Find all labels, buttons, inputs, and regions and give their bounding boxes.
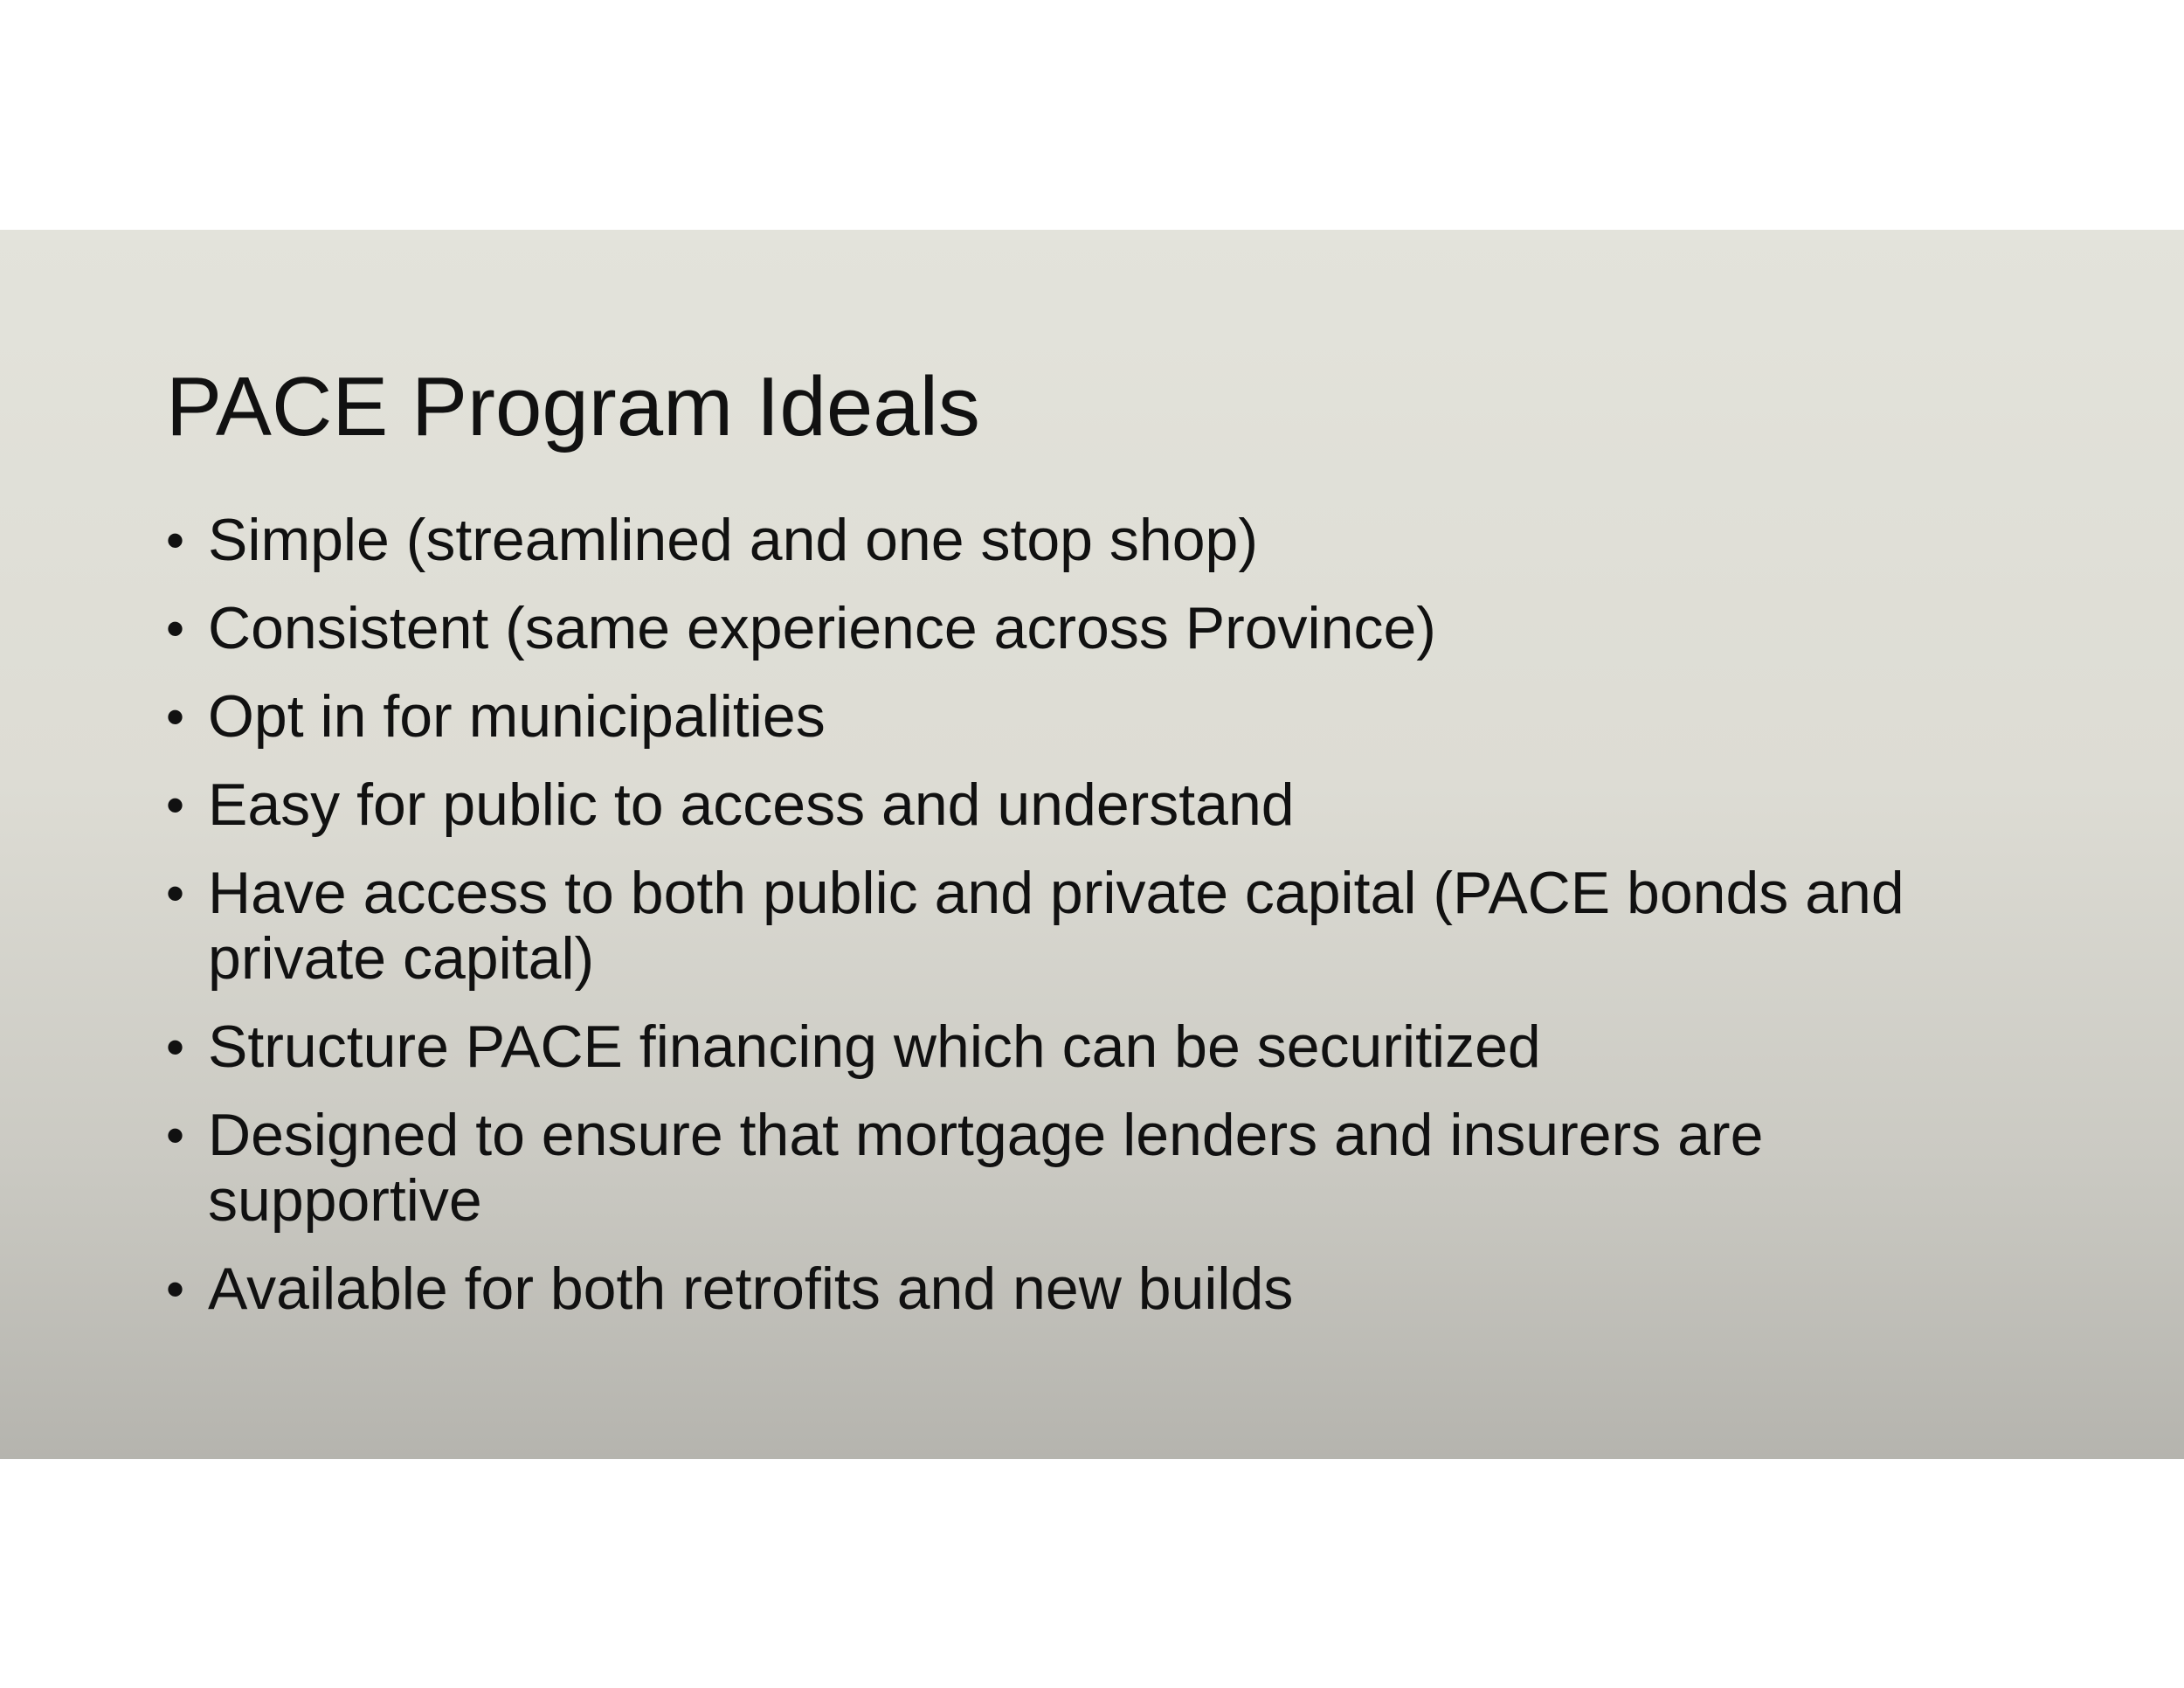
bullet-text: Easy for public to access and understand (208, 771, 1295, 838)
bullet-item (166, 1256, 2053, 1322)
slide (0, 230, 2184, 1459)
bullet-item (166, 508, 2053, 573)
bullet-dot-icon: • (166, 776, 185, 834)
bullet-text: Have access to both public and private capital (PACE bonds and private capital) (208, 860, 1904, 992)
bullet-dot-icon: • (166, 1018, 185, 1076)
bullet-text: Structure PACE financing which can be securitized (208, 1013, 1541, 1080)
bullet-text: Simple (streamlined and one stop shop) (208, 507, 1258, 573)
bullet-dot-icon: • (166, 864, 185, 923)
bullet-text: Consistent (same experience across Province) (208, 595, 1436, 661)
bullet-item (166, 1103, 2053, 1234)
bullet-dot-icon: • (166, 1106, 185, 1165)
bullet-text: Available for both retrofits and new builds (208, 1256, 1294, 1322)
bullet-item (166, 1014, 2053, 1080)
bullet-dot-icon: • (166, 511, 185, 570)
bullet-item (166, 772, 2053, 838)
bullet-item (166, 861, 2053, 992)
bullet-item (166, 684, 2053, 750)
bullet-dot-icon: • (166, 1260, 185, 1318)
bullet-text: Designed to ensure that mortgage lenders and insurers are supportive (208, 1102, 1764, 1234)
slide-title: PACE Program Ideals (166, 360, 980, 453)
bullet-item (166, 596, 2053, 661)
bullet-list (166, 508, 2053, 1345)
bullet-dot-icon: • (166, 688, 185, 746)
bullet-dot-icon: • (166, 599, 185, 658)
bullet-text: Opt in for municipalities (208, 683, 826, 750)
